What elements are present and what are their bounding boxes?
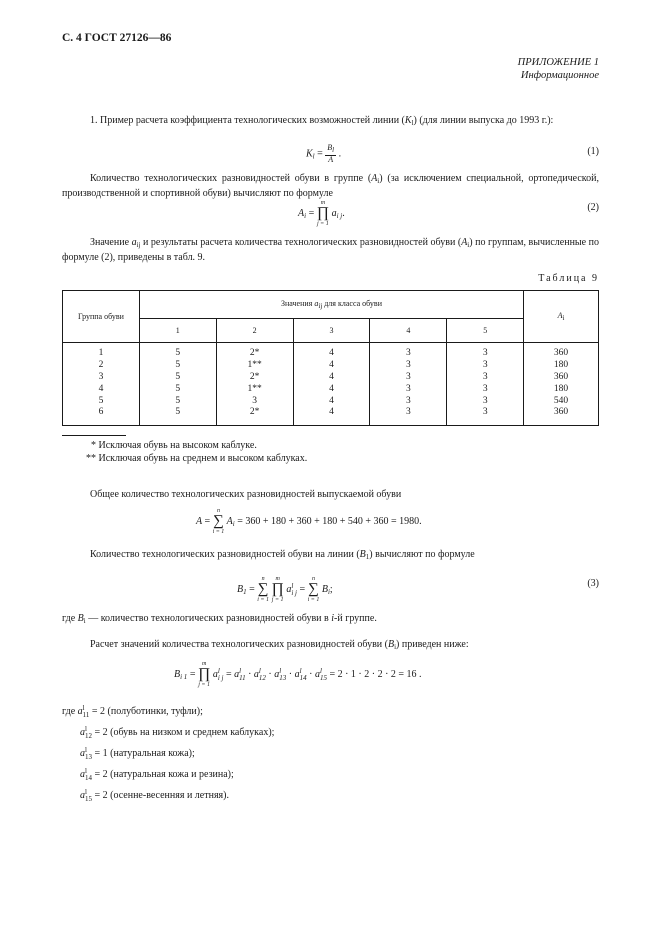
var-sub: l	[411, 119, 414, 127]
table-cell: 4	[63, 384, 140, 396]
eq1-den: A	[328, 155, 334, 164]
eq1-lhs: K	[306, 148, 313, 160]
equation-number-3: (3)	[587, 578, 599, 589]
eq4-sum-1	[257, 576, 269, 603]
text: ) (для линии выпуска до 1993 г.):	[413, 115, 554, 126]
table-cell: 3	[370, 384, 447, 396]
eq5-dot: ·	[309, 668, 313, 680]
table-caption: Таблица 9	[538, 273, 599, 284]
eq2-op: ∏	[316, 205, 330, 221]
header-class-4: 4	[370, 319, 447, 343]
equation-number-2: (2)	[587, 202, 599, 213]
eq5-product	[198, 661, 210, 688]
table-cell: 180	[524, 384, 599, 396]
eq4-end: ;	[329, 583, 333, 595]
paragraph-6	[62, 612, 599, 627]
eq4-op1-upper: n	[261, 576, 265, 582]
term-sup: l	[85, 746, 87, 755]
eq2-product	[317, 200, 329, 227]
term-indices	[279, 668, 286, 681]
var: B	[77, 613, 84, 624]
term-sup: l	[299, 667, 302, 676]
text: 1. Пример расчета коэффициента технологических возможностей линии (	[90, 115, 405, 126]
eq1-fraction	[325, 144, 336, 164]
eq4-eq: =	[249, 583, 255, 595]
table-row	[63, 360, 599, 372]
eq3-eq: =	[204, 515, 211, 527]
eq5-dot: ·	[268, 668, 272, 680]
var-sub: i	[562, 313, 565, 322]
eq5-term: a	[234, 668, 240, 680]
text: ) по группам, вычисленные по формуле (2), приведены в табл. 9.	[62, 237, 600, 263]
header-class-2: 2	[216, 319, 293, 343]
table-cell: 6	[63, 407, 140, 425]
equation-5	[174, 661, 422, 688]
eq3-lower: i = 1	[212, 529, 225, 535]
table-cell: 4	[293, 384, 370, 396]
eq4-eq2: =	[299, 583, 306, 595]
table-cell: 1	[63, 343, 140, 360]
where-text: = 2 (обувь на низком и среднем каблуках);	[92, 727, 275, 738]
var: a	[131, 237, 137, 248]
eq5-lower: j = 1	[198, 682, 210, 688]
table-cell: 3	[370, 407, 447, 425]
var-sub: ij	[318, 301, 323, 310]
header-class-1: 1	[139, 319, 216, 343]
equation-number-1: (1)	[587, 146, 599, 157]
term-sub: 14	[299, 673, 307, 682]
var: K	[404, 115, 412, 126]
table-9	[62, 290, 599, 426]
text: ) (за исключением специальной, ортопедической, производственной и спортивной обуви) вычисляют по формуле	[62, 173, 599, 199]
paragraph-4: Общее количество технологических разновидностей выпускаемой обуви	[90, 489, 402, 500]
eq4-sum-2	[308, 576, 320, 603]
paragraph-2	[62, 172, 599, 201]
header-group: Группа обуви	[63, 291, 140, 343]
table-cell: 2*	[216, 407, 293, 425]
term-sub: 14	[85, 773, 92, 782]
term-sub: 12	[258, 673, 266, 682]
eq3-op: ∑	[213, 513, 224, 529]
table-cell: 540	[524, 396, 599, 408]
table-cell: 5	[139, 360, 216, 372]
table-cell: 3	[447, 372, 524, 384]
term-sub: i j	[217, 673, 224, 682]
eq1-num-var: B	[327, 143, 333, 152]
term-indices	[85, 789, 92, 802]
eq1-num-sub: l	[332, 146, 335, 154]
term-sup: l	[319, 667, 322, 676]
eq3-upper: n	[216, 508, 220, 514]
table-cell: 5	[139, 384, 216, 396]
var: B	[359, 549, 366, 560]
appendix-subtitle: Информационное	[520, 70, 599, 82]
paragraph-5	[62, 548, 599, 563]
term-sup: l	[279, 667, 282, 676]
table-cell: 3	[370, 396, 447, 408]
footnote-1: * Исключая обувь на высоком каблуке.	[91, 440, 257, 451]
table-cell: 4	[293, 360, 370, 372]
where-text: = 2 (полуботинки, туфли);	[89, 706, 203, 717]
term-sup: l	[85, 725, 87, 734]
table-cell: 5	[139, 407, 216, 425]
eq4-op1-lower: i = 1	[257, 597, 269, 603]
eq4-term1-sub: i j	[291, 588, 297, 597]
text: ) вычисляют по формуле	[369, 549, 475, 560]
eq5-lhs: B	[174, 668, 181, 680]
table-row	[63, 396, 599, 408]
term-indices	[320, 668, 327, 681]
var: A	[461, 237, 468, 248]
where-item	[80, 726, 274, 741]
where-var: a	[80, 790, 85, 801]
table-cell: 4	[293, 372, 370, 384]
term-indices	[239, 668, 245, 681]
where-var: a	[77, 706, 83, 717]
eq4-term1: a	[286, 583, 292, 595]
eq5-eq2: =	[225, 668, 232, 680]
table-cell: 2*	[216, 372, 293, 384]
where-text: = 1 (натуральная кожа);	[92, 748, 195, 759]
header-a	[524, 291, 599, 343]
eq5-term: a	[294, 668, 300, 680]
var: i	[331, 613, 335, 624]
eq2-end: .	[342, 207, 345, 219]
where-var: a	[80, 769, 85, 780]
eq4-op2-upper: m	[275, 576, 280, 582]
table-cell: 2	[63, 360, 140, 372]
paragraph-1	[62, 114, 599, 129]
table-cell: 1**	[216, 384, 293, 396]
term-sup: l	[82, 704, 85, 713]
table-row	[63, 343, 599, 360]
eq4-op3-lower: i = 1	[307, 597, 320, 603]
footnote-rule	[62, 435, 126, 436]
term-sup: l	[239, 667, 242, 676]
appendix-label	[518, 56, 599, 82]
term-indices	[259, 668, 266, 681]
var-sub: i	[83, 617, 86, 625]
eq5-eq: =	[189, 668, 196, 680]
eq2-lhs: A	[298, 207, 305, 219]
where-text: = 2 (натуральная кожа и резина);	[92, 769, 234, 780]
term-sup: l	[85, 788, 87, 797]
eq4-op2: ∏	[271, 581, 284, 597]
table-cell: 3	[370, 360, 447, 372]
table-row	[63, 384, 599, 396]
eq2-eq: =	[308, 207, 315, 219]
table-cell: 360	[524, 372, 599, 384]
eq4-op2-lower: j = 1	[271, 597, 284, 603]
table-cell: 5	[139, 396, 216, 408]
header-class-5: 5	[447, 319, 524, 343]
eq4-product	[271, 576, 283, 603]
var: A	[557, 310, 563, 320]
paragraph-7	[62, 638, 599, 653]
text: Значение	[90, 237, 132, 248]
term-indices	[85, 726, 92, 739]
eq4-lhs-sub: 1	[243, 587, 247, 596]
header-values	[139, 291, 523, 319]
table-cell: 4	[293, 343, 370, 360]
term-sup: l	[217, 667, 220, 676]
where-var: a	[80, 748, 85, 759]
term-indices	[85, 747, 92, 760]
equation-2	[298, 200, 345, 227]
table-cell: 5	[63, 396, 140, 408]
eq2-upper: m	[320, 200, 326, 206]
table-cell: 360	[524, 407, 599, 425]
eq2-lower: j = 1	[317, 221, 329, 227]
text: -й группе.	[334, 613, 377, 624]
eq5-term: a	[314, 668, 320, 680]
eq4-term1-sup: l	[291, 582, 294, 591]
table-cell: 2*	[216, 343, 293, 360]
term-sub: 15	[319, 673, 327, 682]
var-sub: i	[394, 643, 397, 651]
eq1-end: .	[338, 148, 342, 160]
term-sub: 11	[239, 673, 246, 682]
eq5-lhs-sub: i 1	[180, 672, 188, 681]
eq3-term: A	[226, 515, 233, 527]
eq2-term-sub: i j	[336, 211, 343, 220]
var-sub: i	[467, 241, 470, 249]
term-sub: 12	[85, 731, 92, 740]
eq5-term: a	[253, 668, 259, 680]
table-cell: 5	[139, 372, 216, 384]
table-cell: 4	[293, 396, 370, 408]
term-indices	[85, 768, 92, 781]
eq3-rhs: = 360 + 180 + 360 + 180 + 540 + 360 = 1980.	[234, 515, 422, 527]
eq4-op3-upper: n	[311, 576, 315, 582]
table-row	[63, 372, 599, 384]
where-lead: где	[62, 706, 78, 717]
text: где	[62, 613, 78, 624]
header-class-3: 3	[293, 319, 370, 343]
eq4-term2: B	[321, 583, 328, 595]
eq5-dot: ·	[248, 668, 252, 680]
eq5-op: ∏	[197, 666, 211, 682]
eq5-upper: m	[201, 661, 207, 667]
var-sub: ij	[136, 241, 141, 249]
eq5-terms	[213, 669, 327, 680]
table-cell: 5	[139, 343, 216, 360]
table-cell: 180	[524, 360, 599, 372]
where-item	[80, 789, 229, 804]
table-cell: 3	[447, 396, 524, 408]
term-sub: 15	[85, 794, 92, 803]
text: ) приведен ниже:	[396, 639, 469, 650]
where-text: = 2 (осенне-весенняя и летняя).	[92, 790, 229, 801]
where-item	[80, 747, 195, 762]
text: Значения	[281, 298, 315, 308]
term-indices	[300, 668, 307, 681]
eq5-rhs: = 2 · 1 · 2 · 2 · 2 = 16 .	[326, 668, 422, 680]
var-sub: 1	[365, 553, 370, 561]
eq4-op1: ∑	[257, 581, 269, 597]
text: Количество технологических разновидностей обуви на линии (	[90, 549, 360, 560]
equation-1	[306, 144, 341, 164]
where-item	[62, 705, 203, 720]
table-cell: 3	[63, 372, 140, 384]
var: a	[314, 298, 319, 308]
eq2-term: a	[331, 207, 337, 219]
table-cell: 3	[447, 407, 524, 425]
table-cell: 3	[370, 372, 447, 384]
eq5-dot: ·	[288, 668, 293, 680]
eq2-lhs-sub: i	[304, 211, 307, 220]
eq4-op3: ∑	[308, 581, 319, 597]
text: для класса обуви	[322, 298, 382, 308]
eq4-lhs: B	[237, 583, 244, 595]
table-cell: 360	[524, 343, 599, 360]
text: Расчет значений количества технологических разновидностей обуви (	[90, 639, 388, 650]
table-cell: 3	[447, 360, 524, 372]
term-indices	[218, 668, 224, 681]
text: Количество технологических разновидностей обуви в группе (	[90, 173, 372, 184]
where-item	[80, 768, 234, 783]
term-sub: 13	[85, 752, 92, 761]
table-cell: 3	[216, 396, 293, 408]
where-var: a	[80, 727, 85, 738]
footnote-2: ** Исключая обувь на среднем и высоком каблуках.	[86, 453, 308, 464]
equation-3	[196, 508, 422, 535]
eq3-term-sub: i	[232, 519, 235, 528]
equation-4	[237, 576, 333, 603]
eq1-eq: =	[317, 148, 323, 160]
var: B	[387, 639, 395, 650]
eq5-term: a	[274, 668, 280, 680]
table-cell: 4	[293, 407, 370, 425]
text: и результаты расчета количества технологических разновидностей обуви (	[140, 237, 462, 248]
term-sup: l	[85, 767, 87, 776]
term-sup: l	[258, 667, 261, 676]
appendix-title: ПРИЛОЖЕНИЕ 1	[517, 57, 599, 68]
text: — количество технологических разновидностей обуви в	[85, 613, 332, 624]
table-row	[63, 407, 599, 425]
paragraph-3	[62, 236, 599, 265]
term-sub: 11	[82, 710, 90, 719]
page-header: С. 4 ГОСТ 27126—86	[62, 32, 172, 44]
var: A	[371, 173, 378, 184]
eq1-lhs-sub: l	[312, 152, 315, 161]
var-sub: i	[377, 177, 380, 185]
table-cell: 3	[447, 343, 524, 360]
table-cell: 3	[370, 343, 447, 360]
table-cell: 3	[447, 384, 524, 396]
eq3-sum	[213, 508, 225, 535]
term-sub: 13	[279, 673, 287, 682]
eq5-term: a	[212, 668, 218, 680]
eq4-term1-indices	[291, 583, 297, 596]
table-cell: 1**	[216, 360, 293, 372]
eq3-lhs: A	[196, 515, 202, 527]
eq4-term2-sub: i	[327, 587, 330, 596]
